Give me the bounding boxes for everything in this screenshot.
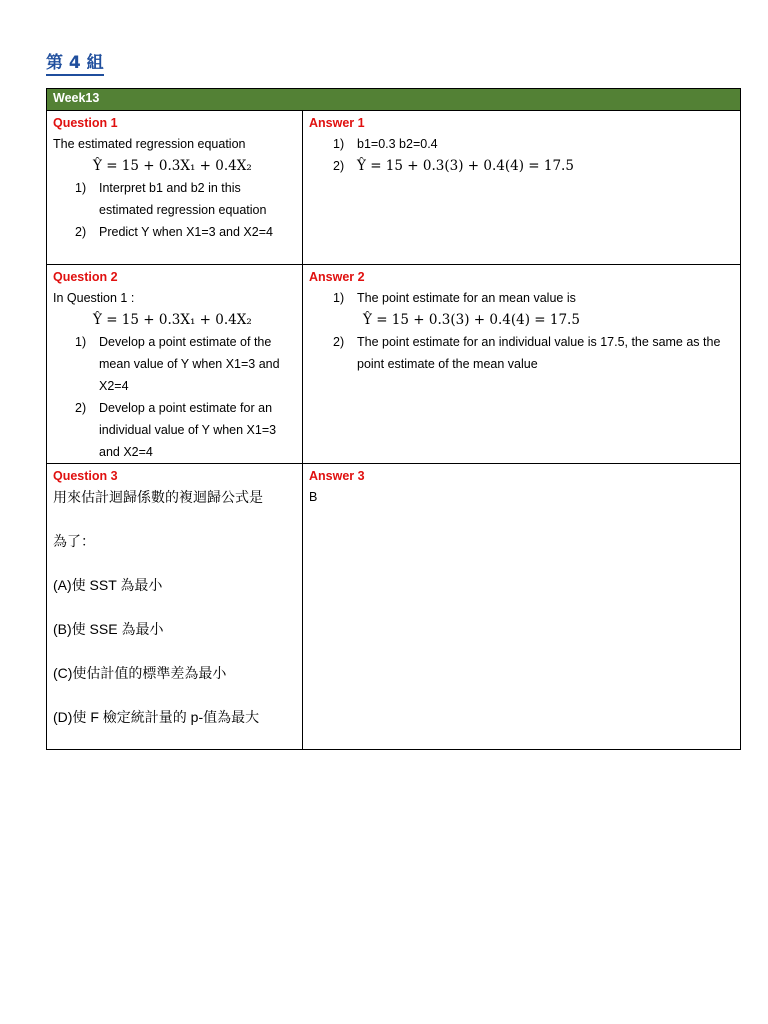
- question-2-item: [53, 397, 296, 463]
- answer-3-label: Answer 3: [309, 469, 365, 483]
- question-1-intro: The estimated regression equation: [53, 137, 246, 151]
- answer-1-item: [309, 133, 734, 155]
- worksheet-table: [46, 88, 741, 750]
- item-text: The point estimate for an mean value is: [357, 291, 576, 305]
- question-2-label: Question 2: [53, 270, 118, 284]
- question-3-option: (C)使估計值的標準差為最小: [53, 665, 227, 681]
- item-text: Develop a point estimate of the mean value of Y when X1=3 and X2=4: [99, 335, 280, 393]
- item-number: 2): [75, 225, 87, 239]
- item-text: Predict Y when X1=3 and X2=4: [99, 225, 273, 239]
- question-2-equation: Ŷ = 15 + 0.3X₁ + 0.4X₂: [93, 312, 252, 328]
- question-1-item: [53, 221, 296, 243]
- week-header: Week13: [47, 89, 741, 111]
- answer-1-equation: Ŷ = 15 + 0.3(3) + 0.4(4) = 17.5: [357, 158, 574, 174]
- answer-1-label: Answer 1: [309, 116, 365, 130]
- group-title: 第 4 組: [46, 53, 104, 76]
- question-2-item: [53, 331, 296, 397]
- answer-2-equation: Ŷ = 15 + 0.3(3) + 0.4(4) = 17.5: [363, 312, 580, 328]
- answer-1-cell: [303, 111, 741, 265]
- question-1-cell: [47, 111, 303, 265]
- question-3-option: (B)使 SSE 為最小: [53, 621, 164, 637]
- question-3-line: 為了：: [53, 533, 95, 549]
- item-text: Interpret b1 and b2 in this estimated regression equation: [99, 181, 267, 217]
- item-number: 1): [333, 291, 345, 305]
- answer-2-item: [309, 287, 734, 309]
- item-number: 2): [75, 401, 87, 415]
- question-3-option: (D)使 F 檢定統計量的 p-值為最大: [53, 709, 260, 725]
- answer-3-value: B: [309, 490, 318, 504]
- item-text: Develop a point estimate for an individual value of Y when X1=3 and X2=4: [99, 401, 277, 459]
- item-number: 2): [333, 335, 345, 349]
- answer-2-cell: [303, 265, 741, 464]
- question-2-cell: [47, 265, 303, 464]
- item-number: 1): [333, 137, 345, 151]
- question-3-line: 用來估計迴歸係數的複迴歸公式是: [53, 489, 263, 505]
- answer-1-item: [309, 155, 734, 177]
- item-number: 1): [75, 335, 87, 349]
- item-number: 1): [75, 181, 87, 195]
- question-1-equation: Ŷ = 15 + 0.3X₁ + 0.4X₂: [93, 158, 252, 174]
- answer-3-cell: [303, 464, 741, 750]
- item-number: 2): [333, 159, 345, 173]
- question-2-intro: In Question 1 :: [53, 291, 135, 305]
- question-3-cell: [47, 464, 303, 750]
- question-1-label: Question 1: [53, 116, 118, 130]
- answer-2-label: Answer 2: [309, 270, 365, 284]
- question-3-label: Question 3: [53, 469, 118, 483]
- item-text: The point estimate for an individual value is 17.5, the same as the point estimate of the mean value: [357, 335, 721, 371]
- answer-2-item: [309, 331, 734, 375]
- question-3-option: (A)使 SST 為最小: [53, 577, 163, 593]
- item-text: b1=0.3 b2=0.4: [357, 137, 438, 151]
- question-1-item: [53, 177, 296, 221]
